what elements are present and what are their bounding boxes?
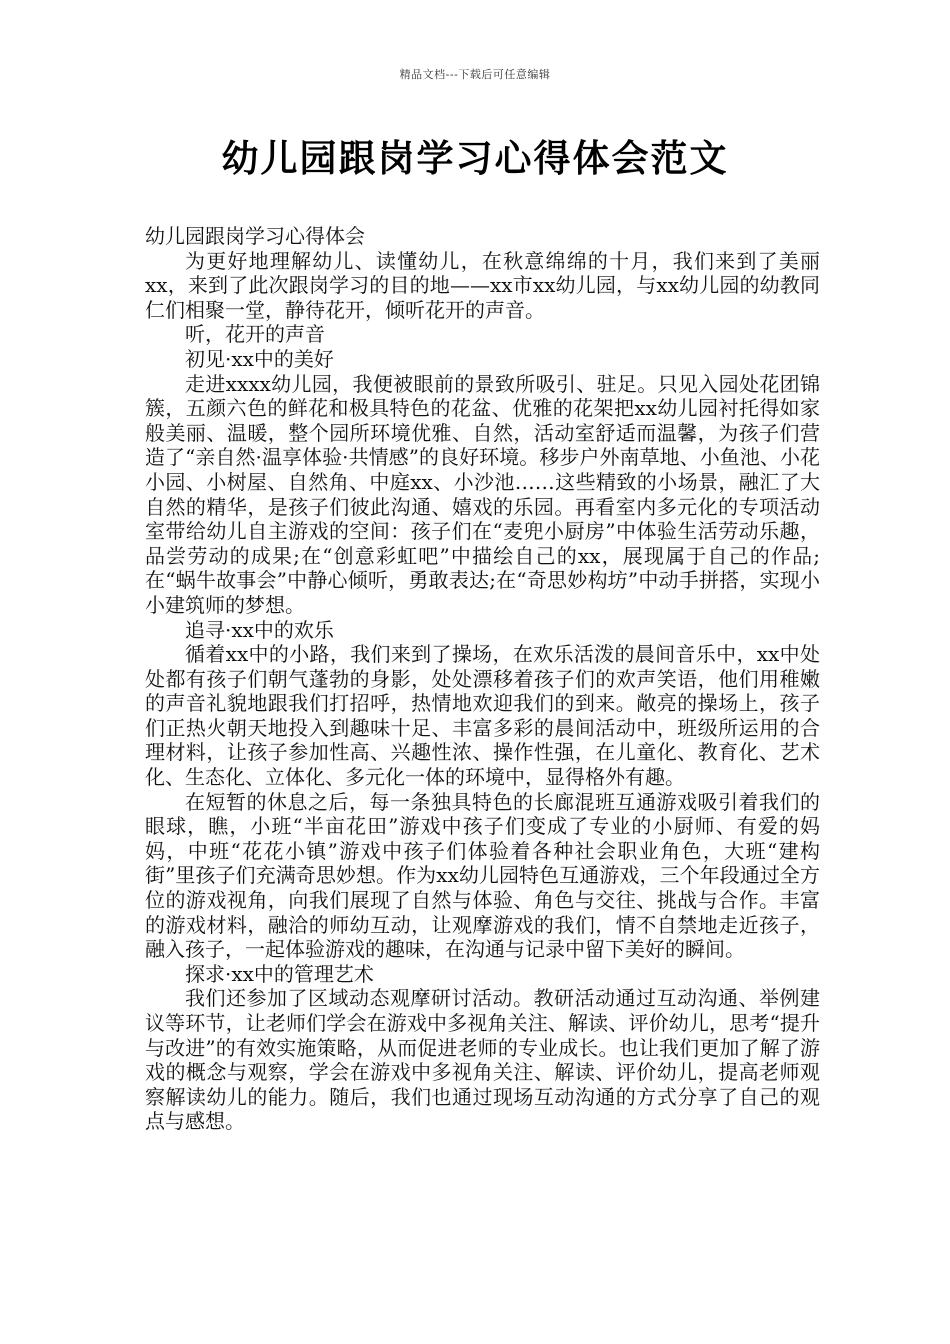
playground-paragraph: 循着xx中的小路，我们来到了操场，在欢乐活泼的晨间音乐中，xx中处处都有孩子们朝气蓬勃的身影，处处漂移着孩子们的欢声笑语，他们用稚嫩的声音礼貌地跟我们打招呼，热情地欢迎我们的到来。敞亮的操场上，孩子们正热火朝天地投入到趣味十足、丰富多彩的晨间活动中，班级所运用的合理材料，让孩子参加性高、兴趣性浓、操作性强，在儿童化、教育化、艺术化、生态化、立体化、多元化一体的环境中，显得格外有趣。 — [145, 642, 820, 790]
first-sight-paragraph: 走进xxxx幼儿园，我便被眼前的景致所吸引、驻足。只见入园处花团锦簇，五颜六色的鲜花和极具特色的花盆、优雅的花架把xx幼儿园衬托得如家般美丽、温暖，整个园所环境优雅、自然，活动室舒适而温馨，为孩子们营造了“亲自然·温享体验·共情感”的良好环境。移步户外南草地、小鱼池、小花小园、小树屋、自然角、中庭xx、小沙池……这些精致的小场景，融汇了大自然的精华，是孩子们彼此沟通、嬉戏的乐园。再看室内多元化的专项活动室带给幼儿自主游戏的空间：孩子们在“麦兜小厨房”中体验生活劳动乐趣，品尝劳动的成果;在“创意彩虹吧”中描绘自己的xx，展现属于自己的作品;在“蜗牛故事会”中静心倾听，勇敢表达;在“奇思妙构坊”中动手拼搭，实现小小建筑师的梦想。 — [145, 371, 820, 617]
research-activity-paragraph: 我们还参加了区域动态观摩研讨活动。教研活动通过互动沟通、举例建议等环节，让老师们学会在游戏中多视角关注、解读、评价幼儿，思考“提升与改进”的有效实施策略，从而促进老师的专业成长。也让我们更加了解了游戏的概念与观察，学会在游戏中多视角关注、解读、评价幼儿，提高老师观察解读幼儿的能力。随后，我们也通过现场互动沟通的方式分享了自己的观点与感想。 — [145, 986, 820, 1134]
page-header-note: 精品文档---下载后可任意编辑 — [399, 68, 551, 81]
intro-paragraph: 为更好地理解幼儿、读懂幼儿，在秋意绵绵的十月，我们来到了美丽xx，来到了此次跟岗学习的目的地——xx市xx幼儿园，与xx幼儿园的幼教同仁们相聚一堂，静待花开，倾听花开的声音。 — [145, 248, 820, 322]
section-heading-listen: 听，花开的声音 — [185, 322, 325, 347]
section-heading-pursue-joy: 追寻·xx中的欢乐 — [185, 617, 334, 642]
corridor-games-paragraph: 在短暂的休息之后，每一条独具特色的长廊混班互通游戏吸引着我们的眼球，瞧，小班“半亩花田”游戏中孩子们变成了专业的小厨师、有爱的妈妈，中班“花花小镇”游戏中孩子们体验着各种社会职业角色，大班“建构街”里孩子们充满奇思妙想。作为xx幼儿园特色互通游戏，三个年段通过全方位的游戏视角，向我们展现了自然与体验、角色与交往、挑战与合作。丰富的游戏材料，融洽的师幼互动，让观摩游戏的我们，情不自禁地走近孩子，融入孩子，一起体验游戏的趣味，在沟通与记录中留下美好的瞬间。 — [145, 789, 820, 962]
section-heading-first-sight: 初见·xx中的美好 — [185, 346, 334, 371]
document-title: 幼儿园跟岗学习心得体会范文 — [221, 136, 729, 180]
document-body — [145, 224, 820, 1134]
section-heading-management: 探求·xx中的管理艺术 — [185, 961, 374, 986]
document-subtitle: 幼儿园跟岗学习心得体会 — [145, 224, 365, 248]
